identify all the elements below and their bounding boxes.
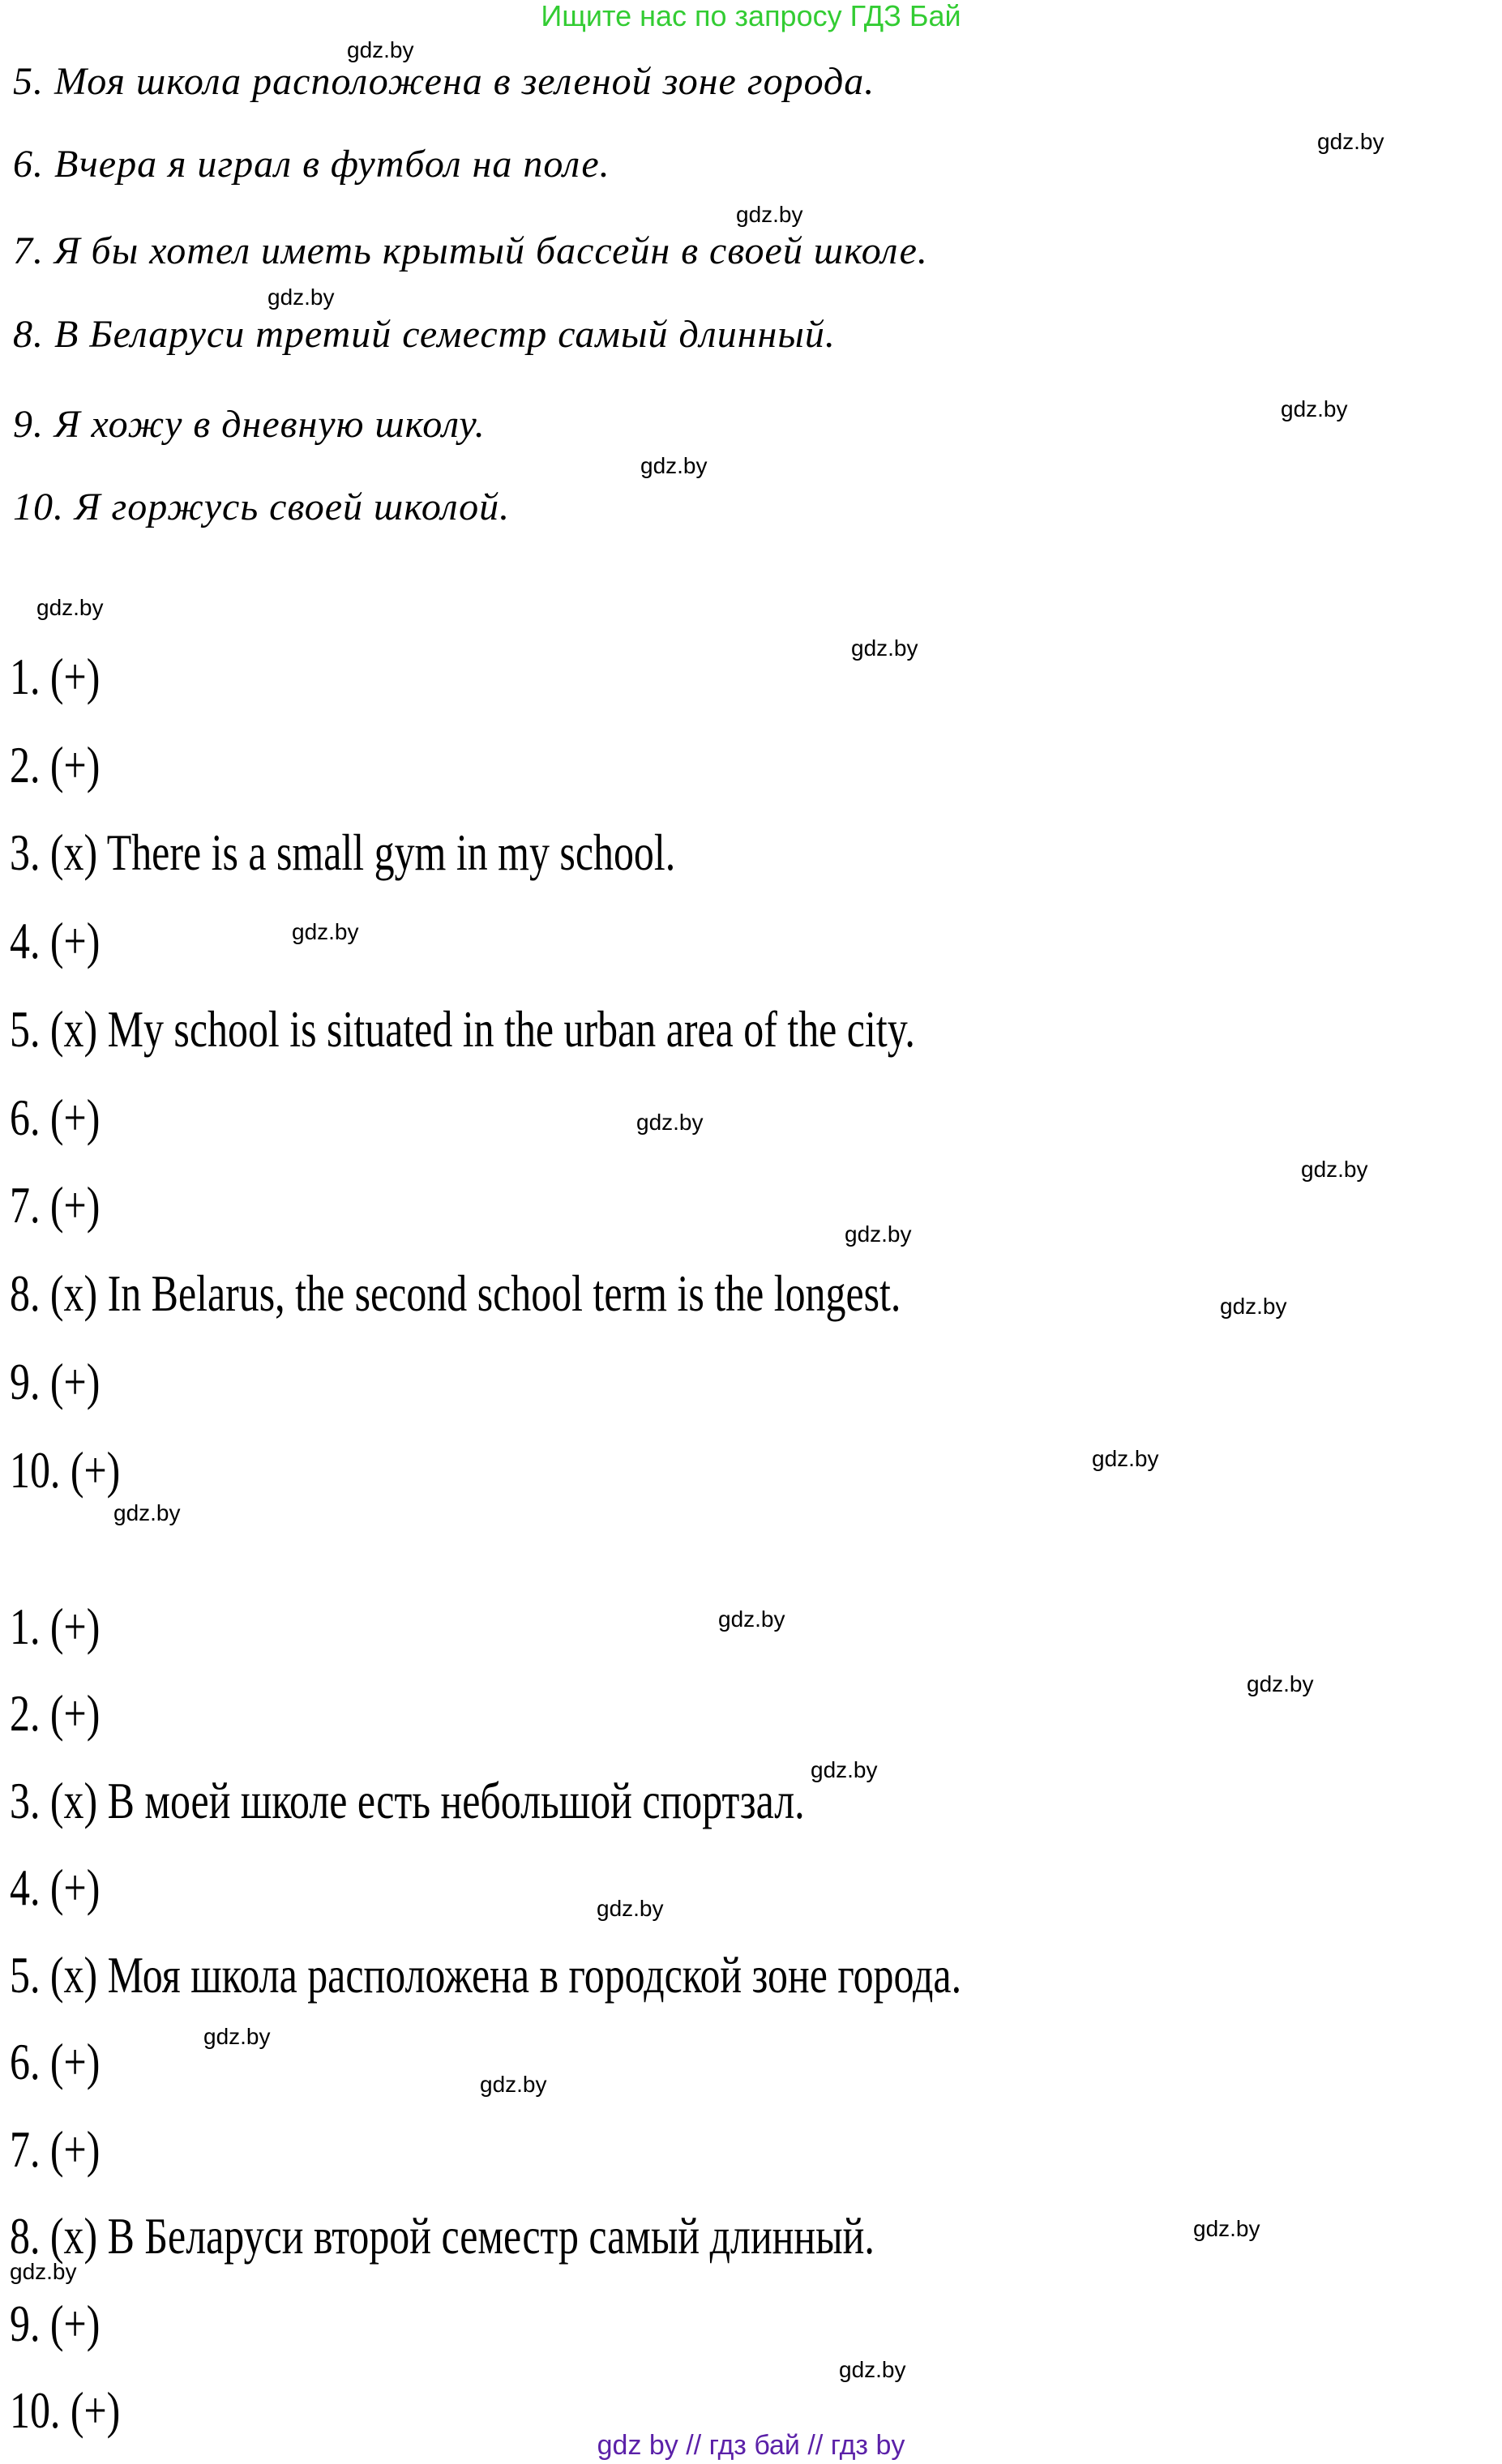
- gdz-watermark: gdz.by: [718, 1606, 785, 1632]
- gdz-watermark: gdz.by: [1193, 2216, 1260, 2241]
- gdz-watermark: gdz.by: [1301, 1157, 1368, 1182]
- answer-item-en: 4. (+): [10, 912, 101, 969]
- gdz-watermark: gdz.by: [640, 453, 708, 478]
- answer-item-ru: 10. (+): [10, 2381, 121, 2439]
- answer-item-ru: 6. (+): [10, 2033, 101, 2090]
- gdz-watermark: gdz.by: [1247, 1671, 1314, 1696]
- gdz-watermark: gdz.by: [636, 1110, 704, 1135]
- answer-item-en: 6. (+): [10, 1089, 101, 1146]
- gdz-watermark: gdz.by: [1220, 1294, 1287, 1319]
- gdz-watermark: gdz.by: [36, 595, 104, 620]
- gdz-watermark: gdz.by: [480, 2072, 547, 2097]
- gdz-watermark: gdz.by: [347, 37, 414, 62]
- statement-item: 10. Я горжусь своей школой.: [13, 486, 511, 528]
- gdz-watermark: gdz.by: [203, 2024, 271, 2049]
- gdz-watermark: gdz.by: [113, 1500, 181, 1525]
- answer-item-en: 2. (+): [10, 736, 101, 794]
- gdz-watermark: gdz.by: [845, 1221, 912, 1247]
- answer-item-ru: 8. (x) В Беларуси второй семестр самый длинный.: [10, 2207, 875, 2265]
- answer-item-ru: 1. (+): [10, 1598, 101, 1655]
- answer-item-ru: 9. (+): [10, 2295, 101, 2352]
- gdz-watermark: gdz.by: [292, 919, 359, 944]
- answer-item-en: 9. (+): [10, 1353, 101, 1410]
- gdz-watermark: gdz.by: [1281, 396, 1348, 421]
- gdz-watermark: gdz.by: [839, 2357, 906, 2382]
- gdz-watermark: gdz.by: [597, 1896, 664, 1921]
- gdz-watermark: gdz.by: [736, 202, 803, 227]
- answer-item-en: 5. (x) My school is situated in the urban area of the city.: [10, 1000, 915, 1058]
- gdz-watermark: gdz.by: [811, 1757, 878, 1782]
- gdz-watermark: gdz.by: [267, 284, 335, 310]
- statement-item: 6. Вчера я играл в футбол на поле.: [13, 143, 610, 186]
- answer-item-en: 1. (+): [10, 648, 101, 705]
- answer-item-ru: 5. (x) Моя школа расположена в городской зоне города.: [10, 1946, 962, 2004]
- answer-item-ru: 7. (+): [10, 2120, 101, 2178]
- gdz-watermark: gdz.by: [1092, 1446, 1159, 1471]
- statement-item: 8. В Беларуси третий семестр самый длинный.: [13, 313, 836, 356]
- statement-item: 9. Я хожу в дневную школу.: [13, 403, 486, 446]
- answer-item-en: 10. (+): [10, 1441, 121, 1499]
- answer-item-en: 7. (+): [10, 1176, 101, 1234]
- answer-item-ru: 2. (+): [10, 1684, 101, 1742]
- gdz-watermark: gdz.by: [1317, 129, 1384, 154]
- statement-item: 7. Я бы хотел иметь крытый бассейн в своей школе.: [13, 229, 928, 272]
- gdz-watermark: gdz.by: [10, 2259, 77, 2284]
- promo-header: Ищите нас по запросу ГДЗ Бай: [541, 0, 961, 32]
- gdz-watermark: gdz.by: [851, 635, 918, 661]
- site-footer: gdz by // гдз бай // гдз by: [597, 2430, 905, 2461]
- answer-item-en: 8. (x) In Belarus, the second school term is the longest.: [10, 1264, 901, 1322]
- statement-item: 5. Моя школа расположена в зеленой зоне города.: [13, 60, 875, 103]
- answer-item-ru: 3. (x) В моей школе есть небольшой спортзал.: [10, 1772, 805, 1829]
- answer-item-en: 3. (x) There is a small gym in my school.: [10, 823, 676, 881]
- answer-item-ru: 4. (+): [10, 1859, 101, 1916]
